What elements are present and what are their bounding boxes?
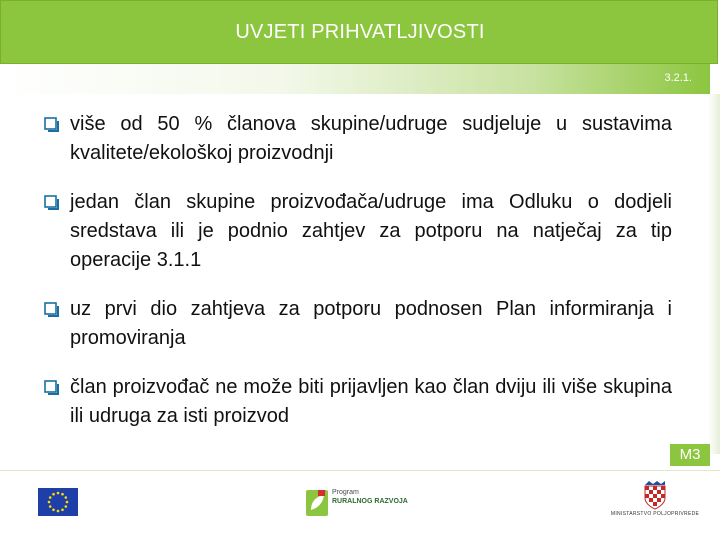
checkbox-bullet-icon <box>44 380 60 396</box>
bullet-text: član proizvođač ne može biti prijavljen kao član dviju ili više skupina ili udruga za isti proizvod <box>70 376 672 427</box>
checkbox-bullet-icon <box>44 195 60 211</box>
bullet-item <box>44 295 672 353</box>
section-code-bar <box>0 64 710 94</box>
eu-flag-icon <box>38 488 78 516</box>
bullet-item <box>44 373 672 431</box>
ministry-name: MINISTARSTVO POLJOPRIVREDE <box>610 511 700 517</box>
checkbox-bullet-icon <box>44 117 60 133</box>
slide-title: UVJETI PRIHVATLJIVOSTI <box>235 21 485 43</box>
ministry-logo <box>610 480 700 520</box>
right-decoration <box>708 94 720 454</box>
bullet-text: uz prvi dio zahtjeva za potporu podnosen Plan informiranja i promoviranja <box>70 298 672 349</box>
leaf-icon <box>304 488 330 518</box>
title-bar <box>0 0 718 64</box>
measure-badge: M3 <box>670 444 710 466</box>
bullet-text: više od 50 % članova skupine/udruge sudjeluje u sustavima kvalitete/ekološkoj proizvodnji <box>70 113 672 164</box>
checkbox-bullet-icon <box>44 302 60 318</box>
bullet-item <box>44 188 672 275</box>
bullet-item <box>44 110 672 168</box>
program-name: RURALNOG RAZVOJA <box>332 498 408 505</box>
croatian-coat-of-arms-icon <box>643 480 667 510</box>
rural-program-logo <box>304 488 416 520</box>
section-code: 3.2.1. <box>664 72 692 84</box>
bullet-list <box>44 110 672 451</box>
program-label: Program <box>332 489 359 496</box>
footer-divider <box>0 470 720 471</box>
bullet-text: jedan član skupine proizvođača/udruge ima Odluku o dodjeli sredstava ili je podnio zahtjev za potporu na natječaj za tip operacije 3.1.1 <box>70 191 672 271</box>
